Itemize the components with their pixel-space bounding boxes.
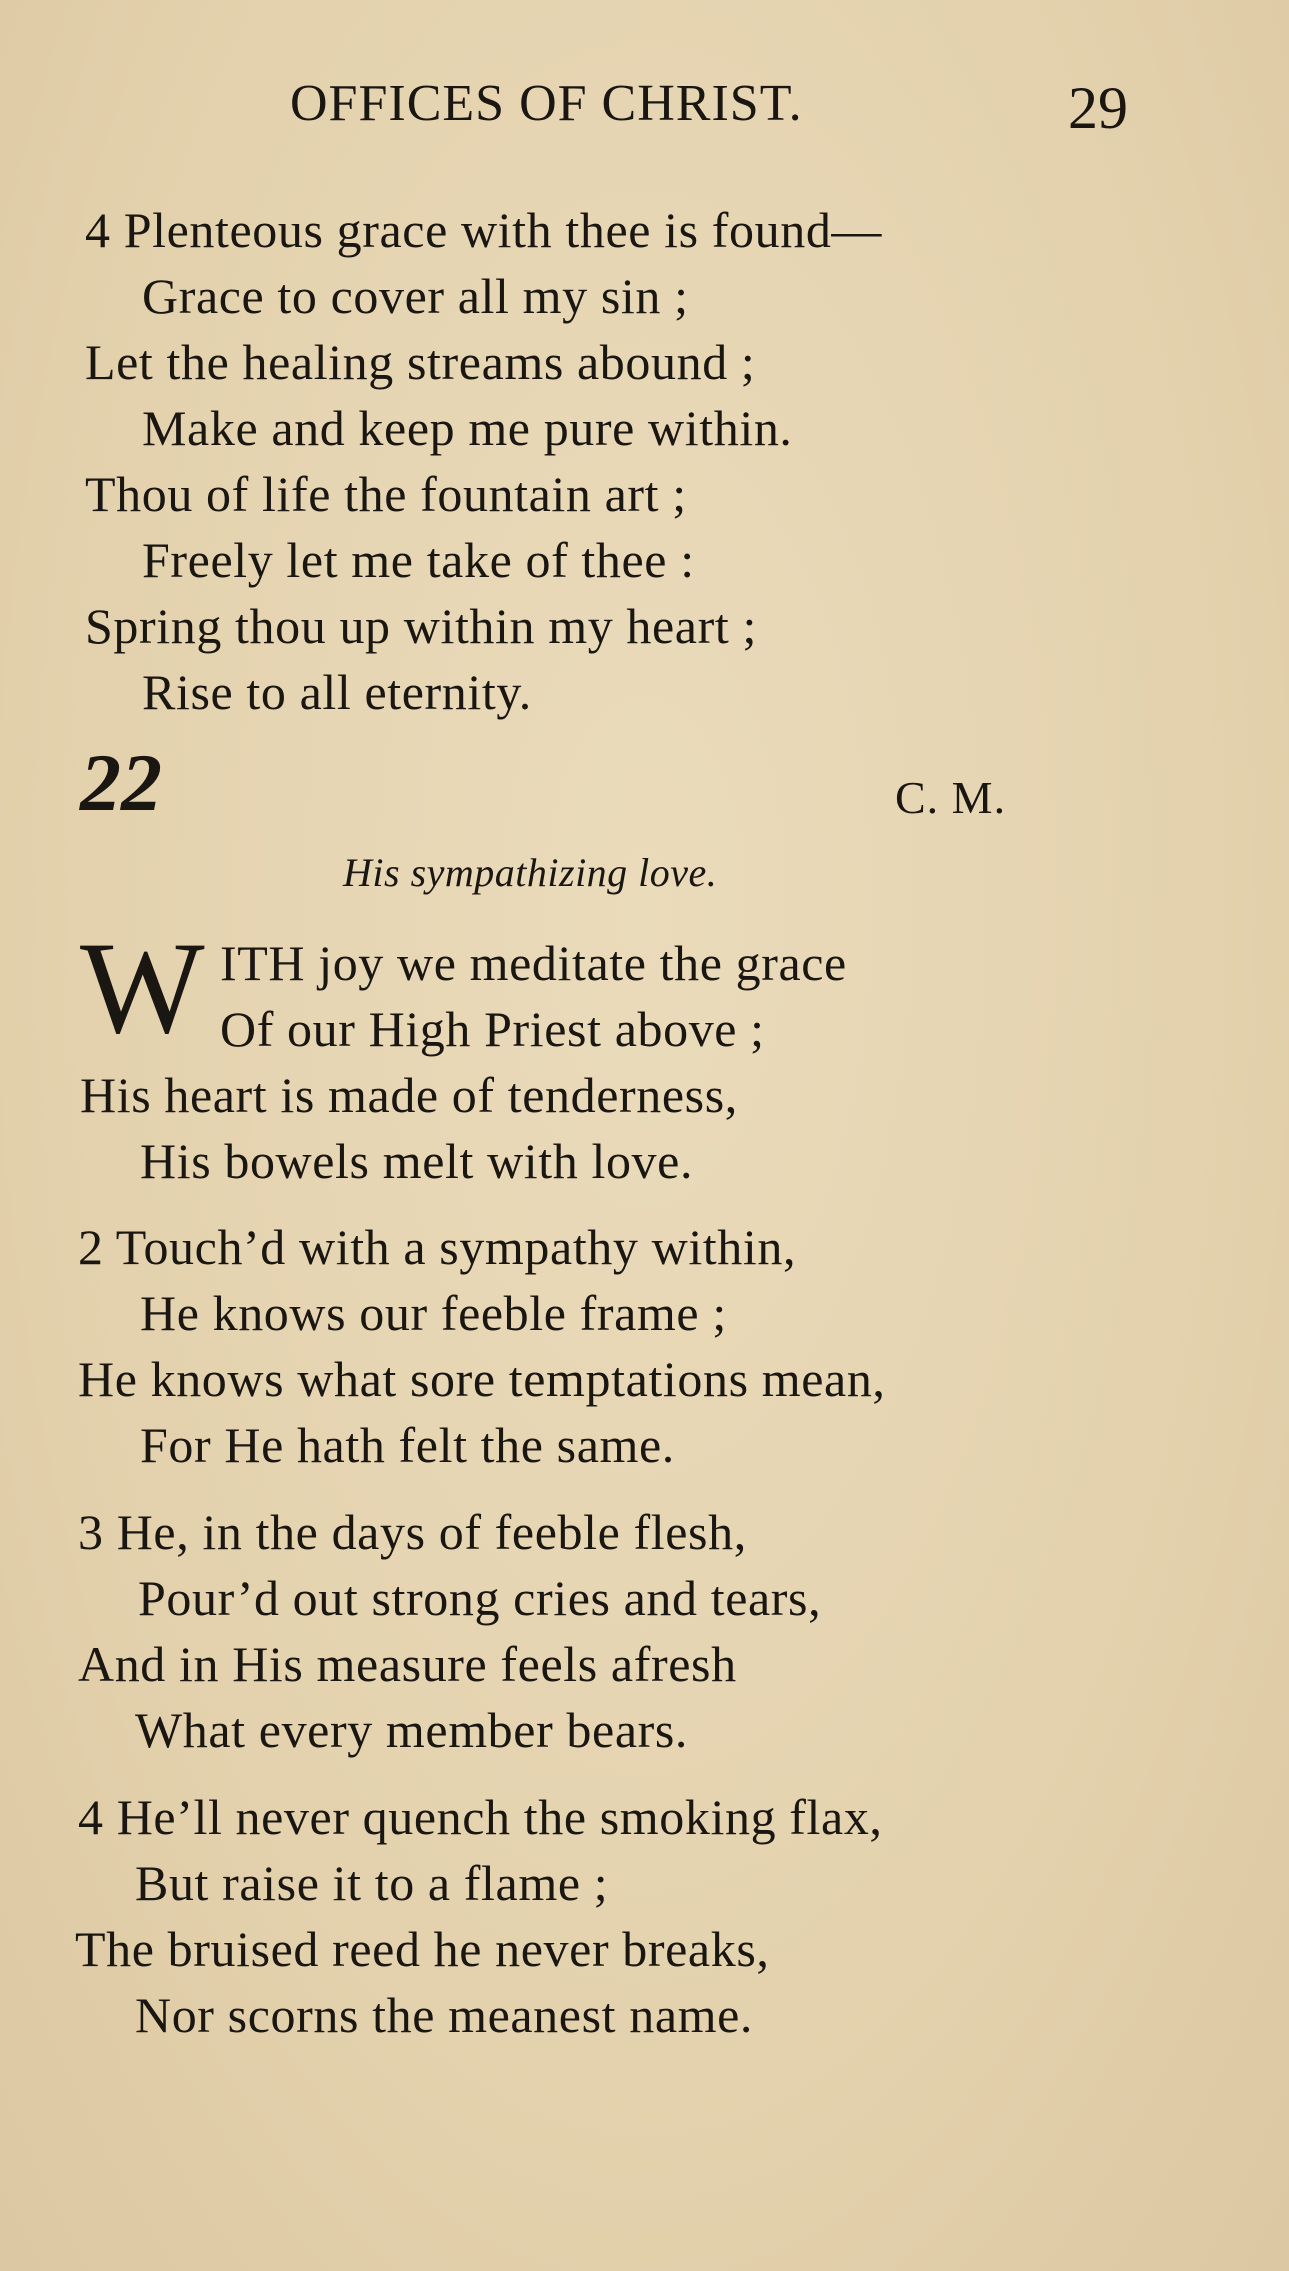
stanza-line: But raise it to a flame ; xyxy=(135,1855,609,1911)
verse-line: Freely let me take of thee : xyxy=(142,532,695,588)
verse-line: Spring thou up within my heart ; xyxy=(85,598,757,654)
drop-cap: W xyxy=(80,914,205,1061)
stanza-line: 3 He, in the days of feeble flesh, xyxy=(78,1504,747,1560)
stanza-line: Of our High Priest above ; xyxy=(220,1001,765,1057)
stanza-line: And in His measure feels afresh xyxy=(78,1636,737,1692)
stanza-line: He knows our feeble frame ; xyxy=(140,1285,727,1341)
stanza-line: The bruised reed he never breaks, xyxy=(75,1921,770,1977)
verse-line: Thou of life the fountain art ; xyxy=(85,466,687,522)
verse-line: Let the healing streams abound ; xyxy=(85,334,756,390)
hymn-title: His sympathizing love. xyxy=(343,850,718,895)
hymn-number: 22 xyxy=(80,737,162,828)
stanza-line: Nor scorns the meanest name. xyxy=(135,1987,753,2043)
stanza-line: 2 Touch’d with a sympathy within, xyxy=(78,1219,797,1275)
hymn-meter: C. M. xyxy=(895,772,1007,823)
verse-line: Grace to cover all my sin ; xyxy=(142,268,689,324)
stanza-line: For He hath felt the same. xyxy=(140,1417,675,1473)
stanza-line: His heart is made of tenderness, xyxy=(80,1067,738,1123)
stanza-line: ITH joy we meditate the grace xyxy=(220,935,847,991)
stanza-line: He knows what sore temptations mean, xyxy=(78,1351,886,1407)
page-number: 29 xyxy=(1068,75,1128,141)
verse-line: 4 Plenteous grace with thee is found— xyxy=(85,202,883,258)
verse-line: Rise to all eternity. xyxy=(142,664,532,720)
stanza-line: Pour’d out strong cries and tears, xyxy=(138,1570,822,1626)
stanza-line: His bowels melt with love. xyxy=(140,1133,694,1189)
verse-line: Make and keep me pure within. xyxy=(142,400,793,456)
running-head: OFFICES OF CHRIST. xyxy=(290,75,803,132)
stanza-line: What every member bears. xyxy=(135,1702,689,1758)
stanza-line: 4 He’ll never quench the smoking flax, xyxy=(78,1789,883,1845)
